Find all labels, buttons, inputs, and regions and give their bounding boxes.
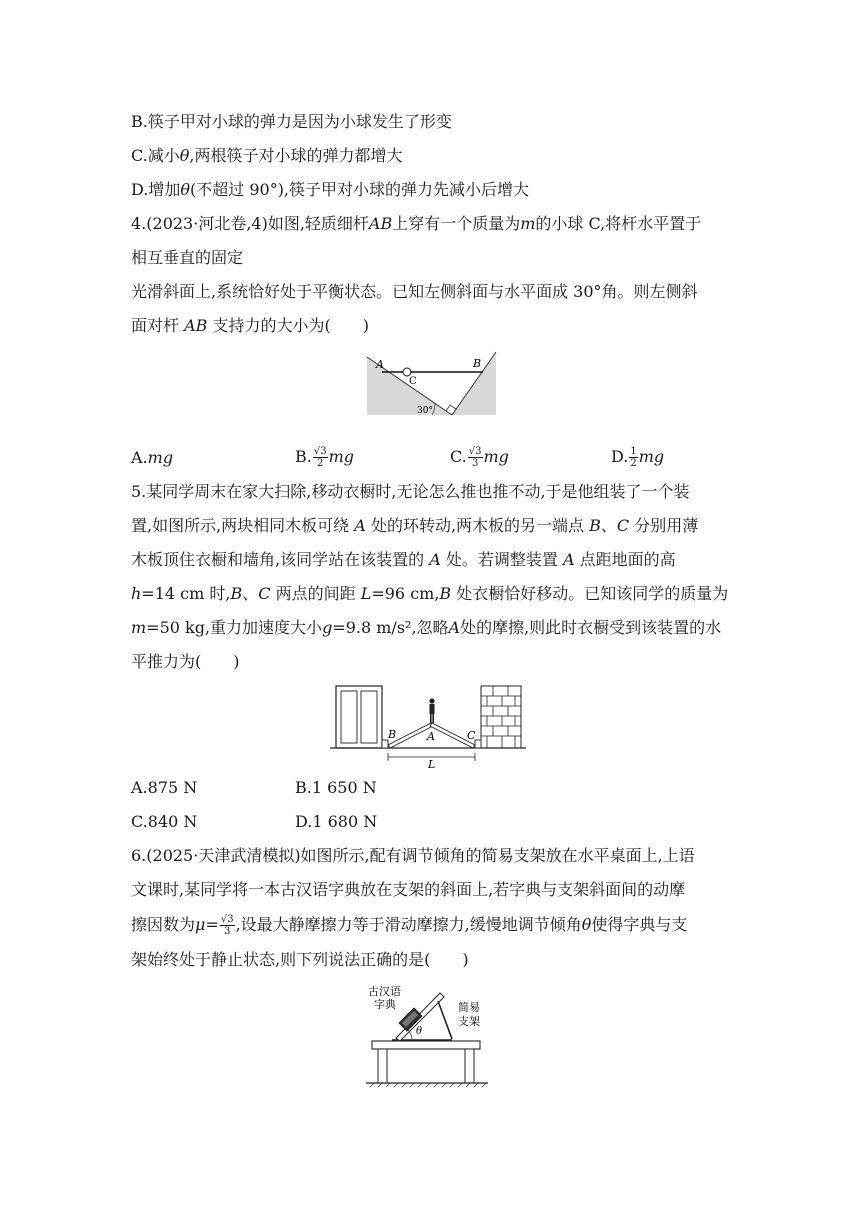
q6-l3-den: 3 — [224, 926, 231, 937]
q6-line-4 — [131, 950, 469, 970]
q6-l3-eq: = — [205, 915, 219, 934]
q5-line-3 — [131, 550, 676, 570]
q5-l2-A: A — [354, 516, 366, 535]
q4-l1-b: 上穿有一个质量为 — [392, 214, 521, 233]
q4-l2: 相互垂直的固定 — [131, 248, 244, 267]
q5-block-c — [475, 740, 481, 748]
q6-l4: 架始终处于静止状态,则下列说法正确的是( ) — [131, 950, 469, 969]
q5-label-c: C — [467, 729, 476, 742]
q4-option-d — [611, 446, 664, 469]
q5-line-6 — [131, 652, 240, 672]
q4-opt-d-var: mg — [638, 447, 665, 466]
q6-figure — [362, 983, 494, 1089]
q5-wardrobe — [336, 686, 382, 748]
q4-l1-c: 的小球 C,将杆水平置于 — [535, 214, 702, 233]
q4-opt-c-fraction — [468, 446, 483, 469]
q3-option-c — [131, 146, 403, 166]
q4-label-b: B — [473, 357, 482, 370]
q4-opt-d-pre: D. — [611, 447, 629, 466]
q4-opt-b-pre: B. — [295, 447, 312, 466]
q4-line-1 — [131, 214, 701, 234]
q6-label-dict-2: 字典 — [374, 998, 396, 1011]
q5-opt-b-text: B.1 650 N — [295, 778, 377, 797]
q4-opt-b-num: √3 — [313, 446, 327, 457]
q3-option-b-text: B.筷子甲对小球的弹力是因为小球发生了形变 — [131, 112, 452, 131]
q4-opt-a-pre: A. — [131, 448, 148, 467]
q5-l4-b: 、 — [242, 584, 259, 603]
q4-l1-m: m — [520, 214, 536, 233]
q3-option-c-post: ,两根筷子对小球的弹力都增大 — [189, 146, 403, 165]
q5-l4-h: h — [131, 584, 142, 603]
q4-opt-c-den: 3 — [471, 458, 479, 469]
q5-block-b — [382, 740, 388, 748]
q5-person — [429, 698, 434, 723]
q6-desk-top — [372, 1041, 480, 1049]
q3-option-d-post: (不超过 90°),筷子甲对小球的弹力先减小后增大 — [190, 180, 530, 199]
q5-l5-A: A — [448, 618, 461, 637]
q4-opt-b-var: mg — [328, 447, 354, 466]
q5-option-b — [295, 778, 377, 798]
q6-l3-mu: μ — [195, 915, 206, 934]
q5-line-2 — [131, 516, 698, 536]
q4-opt-b-fraction — [313, 446, 328, 469]
q6-l3-b: ,设最大静摩擦力等于滑动摩擦力,缓慢地调节倾角 — [235, 915, 582, 934]
q5-line-5 — [131, 618, 721, 638]
q6-desk-leg-left — [378, 1049, 387, 1083]
q4-label-angle: 30° — [417, 406, 433, 416]
q6-l2: 文课时,某同学将一本古汉语字典放在支架的斜面上,若字典与支架斜面间的动摩 — [131, 880, 686, 899]
q6-l3-num: √3 — [220, 914, 234, 925]
q5-l5-a: =50 kg,重力加速度大小 — [146, 618, 323, 637]
q6-desk-leg-right — [465, 1049, 474, 1083]
q5-l2-B: B — [589, 516, 601, 535]
q4-l4-b: 支持力的大小为( ) — [212, 316, 370, 335]
q3-option-c-theta: θ — [179, 146, 190, 165]
q5-l3-c: 点距地面的高 — [579, 550, 676, 569]
q4-opt-c-var: mg — [483, 447, 509, 466]
q6-line-2 — [131, 880, 685, 900]
q5-l5-b: =9.8 m/s²,忽略 — [332, 618, 449, 637]
q5-l6: 平推力为( ) — [131, 652, 240, 671]
q5-label-a: A — [427, 730, 435, 743]
q5-option-c — [131, 812, 197, 832]
q4-option-c — [450, 446, 509, 469]
q5-l3-b: 处。若调整装置 — [445, 550, 558, 569]
q4-opt-b-den: 2 — [317, 458, 324, 469]
q6-line-1 — [131, 846, 695, 866]
q5-l1: 5.某同学周末在家大扫除,移动衣橱时,无论怎么推也推不动,于是他组装了一个装 — [131, 482, 690, 501]
q6-l3-a: 擦因数为 — [131, 915, 196, 934]
q5-l4-B: B — [230, 584, 243, 603]
q5-l2-a: 置,如图所示,两块相同木板可绕 — [131, 516, 350, 535]
q5-line-1 — [131, 482, 690, 502]
q6-label-dict-1: 古汉语 — [368, 985, 401, 998]
q4-line-3 — [131, 282, 698, 302]
q5-opt-c-text: C.840 N — [131, 812, 198, 831]
q4-line-4 — [131, 316, 369, 336]
q5-brick-wall — [481, 686, 521, 748]
q5-l2-d: 分别用薄 — [634, 516, 699, 535]
q4-l1-a: 4.(2023·河北卷,4)如图,轻质细杆 — [131, 214, 369, 233]
q3-option-d-theta: θ — [180, 180, 190, 199]
q5-opt-a-text: A.875 N — [131, 778, 198, 797]
q5-l4-d: =96 cm, — [371, 584, 440, 603]
q4-option-a — [131, 448, 173, 468]
q5-figure — [330, 683, 526, 769]
q5-l4-L: L — [360, 584, 372, 603]
q6-stand-leg — [438, 1001, 452, 1039]
q5-label-l: L — [428, 758, 436, 769]
q4-label-c: C — [409, 376, 417, 387]
q6-line-3 — [131, 914, 687, 937]
q3-option-c-pre: C.减小 — [131, 146, 180, 165]
q5-l5-c: 处的摩擦,则此时衣橱受到该装置的水 — [460, 618, 722, 637]
q5-l3-A: A — [429, 550, 441, 569]
q4-opt-c-num: √3 — [468, 446, 482, 457]
q5-l4-e: 处衣橱恰好移动。已知该同学的质量为 — [456, 584, 729, 603]
q3-option-d-pre: D.增加 — [131, 180, 181, 199]
q4-opt-a-var: mg — [147, 448, 174, 467]
q4-opt-d-fraction — [629, 446, 637, 469]
q5-l2-c: 、 — [600, 516, 617, 535]
q4-ball-c — [403, 368, 411, 376]
q6-l3-c: 使得字典与支 — [591, 915, 688, 934]
q6-l3-theta: θ — [581, 915, 592, 934]
q5-label-b: B — [388, 728, 397, 741]
q4-line-2 — [131, 248, 243, 268]
q4-opt-d-num: 1 — [630, 446, 637, 457]
q6-label-theta: θ — [416, 1026, 423, 1037]
q5-l4-B2: B — [439, 584, 452, 603]
q5-l3-A2: A — [562, 550, 575, 569]
q5-line-4 — [131, 584, 728, 604]
q5-l5-g: g — [322, 618, 333, 637]
q4-figure — [362, 347, 502, 419]
q5-l4-C: C — [258, 584, 271, 603]
q4-label-a: A — [376, 358, 384, 371]
q5-l2-C: C — [616, 516, 630, 535]
q5-l4-c: 两点的间距 — [275, 584, 356, 603]
q6-label-stand-2: 支架 — [458, 1015, 480, 1028]
q4-option-b — [295, 446, 354, 469]
q4-opt-d-den: 2 — [630, 458, 637, 469]
q5-option-d — [295, 812, 377, 832]
q5-l4-a: =14 cm 时, — [141, 584, 231, 603]
q3-option-d — [131, 180, 529, 200]
q5-opt-d-text: D.1 680 N — [295, 812, 378, 831]
q6-l1: 6.(2025·天津武清模拟)如图所示,配有调节倾角的简易支架放在水平桌面上,上语 — [131, 846, 695, 865]
q3-option-b — [131, 112, 452, 132]
q4-l3: 光滑斜面上,系统恰好处于平衡状态。已知左侧斜面与水平面成 30°角。则左侧斜 — [131, 282, 698, 301]
q4-l1-ab: AB — [368, 214, 393, 233]
q6-label-stand-1: 简易 — [458, 1001, 480, 1014]
q4-l4-a: 面对杆 — [131, 316, 180, 335]
q6-l3-fraction — [220, 914, 235, 937]
q4-l4-ab: AB — [184, 316, 208, 335]
q5-l5-m: m — [131, 618, 147, 637]
q4-opt-c-pre: C. — [450, 447, 467, 466]
q5-option-a — [131, 778, 197, 798]
q5-l3-a: 木板顶住衣橱和墙角,该同学站在该装置的 — [131, 550, 425, 569]
q5-l2-b: 处的环转动,两木板的另一端点 — [370, 516, 585, 535]
